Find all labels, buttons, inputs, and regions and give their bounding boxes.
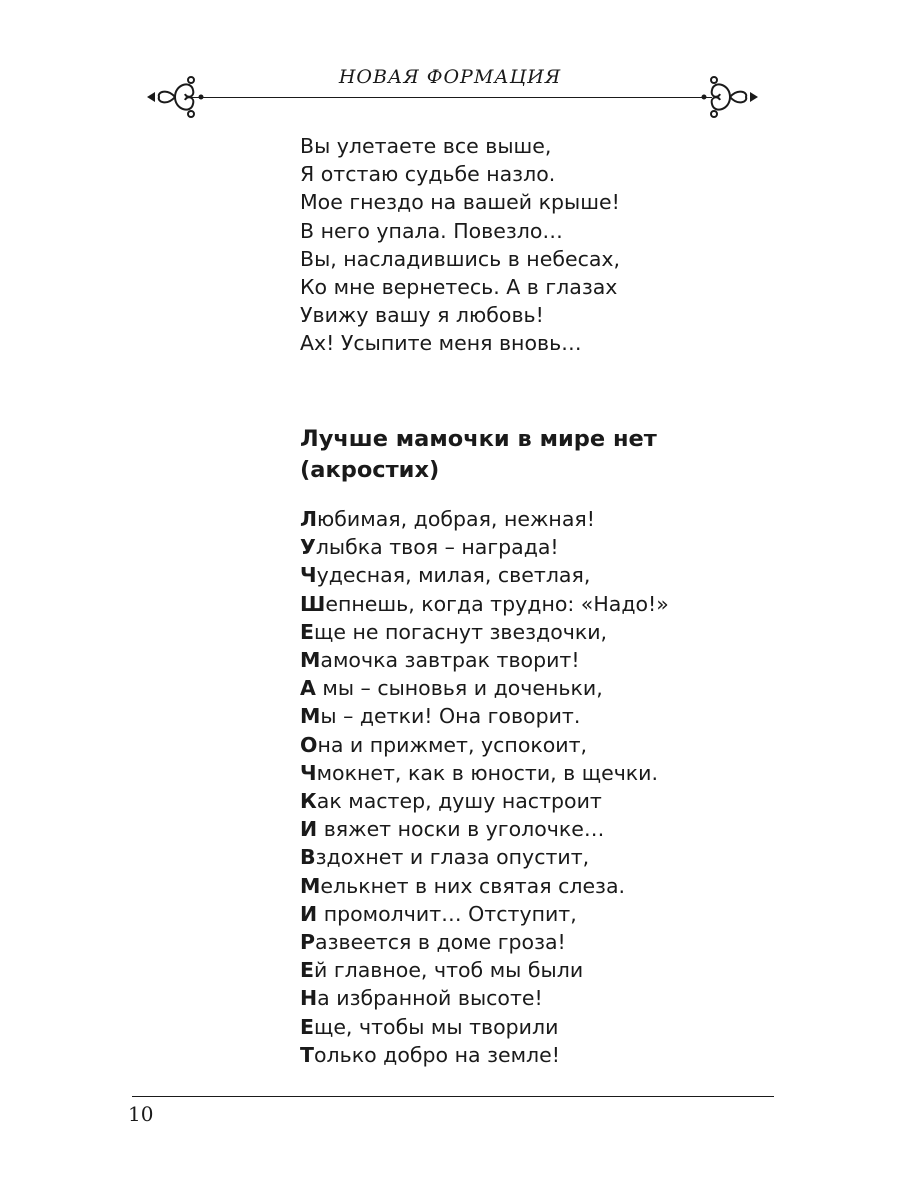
poem-title — [300, 424, 700, 486]
poem-line — [300, 928, 669, 956]
poem-line — [300, 590, 669, 618]
line-text: мокнет, как в юности, в щечки. — [316, 760, 659, 785]
acrostic-initial: М — [300, 873, 321, 898]
line-text: ак мастер, душу настроит — [316, 789, 602, 814]
poem-line — [300, 1013, 669, 1041]
poem-line — [300, 561, 669, 589]
line-text: ы – детки! Она говорит. — [320, 704, 581, 729]
poem-line — [300, 646, 669, 674]
acrostic-initial: Л — [300, 507, 318, 531]
footer-rule — [132, 1096, 774, 1097]
acrostic-initial: В — [300, 845, 316, 870]
poem-line — [300, 872, 669, 900]
acrostic-initial: Е — [300, 958, 315, 983]
acrostic-initial: Е — [300, 1014, 315, 1039]
line-text: елькнет в них святая слеза. — [320, 873, 626, 898]
acrostic-initial: И — [300, 817, 318, 842]
stanza-line: Ах! Усыпите меня вновь… — [300, 331, 582, 356]
stanza-line: Вы улетаете все выше, — [300, 134, 552, 158]
acrostic-initial: М — [300, 704, 321, 729]
line-text: амочка завтрак творит! — [320, 648, 580, 673]
poem-line — [300, 956, 669, 984]
stanza — [300, 132, 620, 358]
line-text: вяжет носки в уголочке… — [317, 817, 605, 842]
acrostic-initial: М — [300, 648, 321, 673]
line-text: епнешь, когда трудно: «Надо!» — [325, 591, 669, 616]
line-text: удесная, милая, светлая, — [316, 563, 591, 588]
acrostic-initial: Н — [300, 986, 318, 1011]
line-text: юбимая, добрая, нежная! — [317, 507, 595, 531]
acrostic-initial: А — [300, 676, 316, 701]
line-text: мы – сыновья и доченьки, — [315, 676, 603, 701]
poem-line — [300, 787, 669, 815]
line-text: на и прижмет, успокоит, — [317, 732, 588, 757]
line-text: лыбка твоя – награда! — [315, 535, 559, 560]
stanza-line: Мое гнездо на вашей крыше! — [300, 190, 620, 215]
poem-line — [300, 900, 669, 928]
acrostic-initial: Ш — [300, 591, 326, 616]
poem-line — [300, 843, 669, 871]
poem-line — [300, 533, 669, 561]
poem-line — [300, 674, 669, 702]
poem-subtitle: (акростих) — [300, 457, 440, 483]
acrostic-initial: У — [300, 535, 316, 560]
stanza-line: Я отстаю судьбе назло. — [300, 162, 556, 187]
page-number: 10 — [128, 1102, 154, 1126]
line-text: й главное, чтоб мы были — [314, 958, 584, 983]
poem-line — [300, 1041, 669, 1069]
poem-line — [300, 815, 669, 843]
line-text: ще, чтобы мы творили — [314, 1014, 559, 1039]
header-rule — [190, 97, 712, 98]
poem-line — [300, 618, 669, 646]
acrostic-initial: Ч — [300, 760, 317, 785]
acrostic-initial: К — [300, 789, 317, 814]
acrostic-initial: Т — [300, 1042, 314, 1067]
poem-line — [300, 731, 669, 759]
line-text: олько добро на земле! — [313, 1042, 560, 1067]
right-flourish-ornament-icon — [700, 70, 760, 124]
stanza-line: Ко мне вернетесь. А в глазах — [300, 275, 618, 300]
stanza-line: В него упала. Повезло… — [300, 218, 563, 243]
line-text: здохнет и глаза опустит, — [315, 845, 590, 870]
acrostic-poem — [300, 505, 669, 1069]
poem-line — [300, 984, 669, 1012]
acrostic-initial: Р — [300, 930, 316, 955]
line-text: а избранной высоте! — [317, 986, 543, 1011]
running-title: НОВАЯ ФОРМАЦИЯ — [338, 66, 562, 88]
acrostic-initial: Ч — [300, 563, 317, 588]
poem-line — [300, 702, 669, 730]
line-text: промолчит… Отступит, — [317, 901, 577, 926]
acrostic-initial: И — [300, 901, 318, 926]
stanza-line: Увижу вашу я любовь! — [300, 303, 544, 328]
acrostic-initial: О — [300, 732, 318, 757]
acrostic-initial: Е — [300, 619, 315, 644]
stanza-line: Вы, насладившись в небесах, — [300, 246, 621, 271]
poem-title-line: Лучше мамочки в мире нет — [300, 426, 657, 452]
poem-line — [300, 759, 669, 787]
line-text: азвеется в доме гроза! — [315, 930, 566, 955]
line-text: ще не погаснут звездочки, — [314, 619, 608, 644]
poem-line — [300, 505, 669, 533]
